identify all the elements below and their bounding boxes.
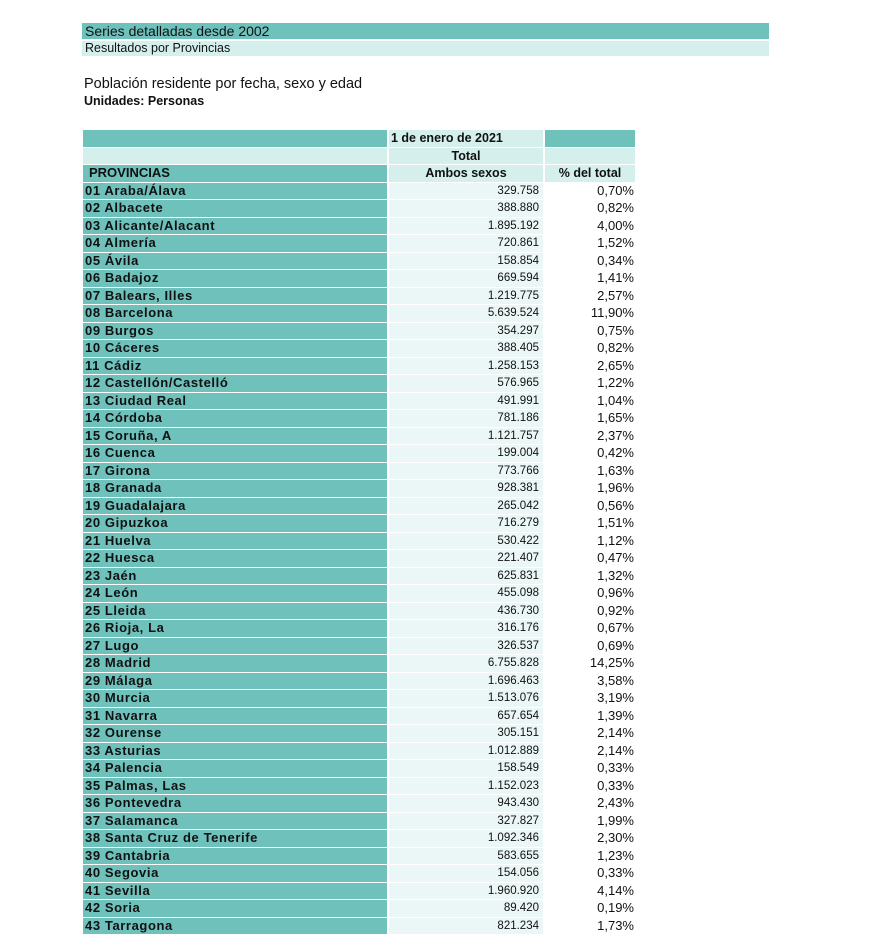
province-name: 33 Asturias: [83, 743, 387, 760]
table-row: [83, 760, 635, 777]
population-value: 1.219.775: [389, 288, 543, 305]
province-name: 04 Almería: [83, 235, 387, 252]
table-row: [83, 813, 635, 830]
table-row: [83, 445, 635, 462]
table-row: [83, 778, 635, 795]
table-row: [83, 428, 635, 445]
province-name: 30 Murcia: [83, 690, 387, 707]
province-name: 09 Burgos: [83, 323, 387, 340]
population-value: 1.152.023: [389, 778, 543, 795]
population-value: 5.639.524: [389, 305, 543, 322]
percent-value: 1,52%: [597, 235, 634, 251]
population-value: 455.098: [389, 585, 543, 602]
population-value: 329.758: [389, 183, 543, 200]
population-value: 716.279: [389, 515, 543, 532]
percent-value: 3,19%: [597, 690, 634, 706]
population-value: 1.513.076: [389, 690, 543, 707]
province-name: 29 Málaga: [83, 673, 387, 690]
percent-value: 1,12%: [597, 532, 634, 548]
province-name: 15 Coruña, A: [83, 428, 387, 445]
table-row: [83, 638, 635, 655]
province-name: 13 Ciudad Real: [83, 393, 387, 410]
percent-value: 0,19%: [597, 900, 634, 916]
percent-value: 1,39%: [597, 707, 634, 723]
table-row: [83, 620, 635, 637]
header-blank: [83, 130, 387, 147]
table-row: [83, 655, 635, 672]
table-row: [83, 305, 635, 322]
table-row: [83, 883, 635, 900]
province-name: 40 Segovia: [83, 865, 387, 882]
table-row: [83, 865, 635, 882]
table-row: [83, 410, 635, 427]
population-value: 1.960.920: [389, 883, 543, 900]
table-row: [83, 918, 635, 935]
percent-value: 0,34%: [597, 252, 634, 268]
table-row: [83, 848, 635, 865]
province-name: 16 Cuenca: [83, 445, 387, 462]
table-row: [83, 900, 635, 917]
table-row: [83, 375, 635, 392]
header-row-total: [83, 148, 635, 165]
percent-value: 14,25%: [589, 655, 634, 671]
province-name: 37 Salamanca: [83, 813, 387, 830]
column-header-both-sexes: Ambos sexos: [389, 165, 543, 182]
population-value: 199.004: [389, 445, 543, 462]
table-row: [83, 323, 635, 340]
header-row-columns: [83, 165, 635, 182]
percent-value: 0,33%: [597, 760, 634, 776]
population-value: 781.186: [389, 410, 543, 427]
percent-value: 1,63%: [597, 462, 634, 478]
population-table: [81, 129, 637, 935]
province-name: 43 Tarragona: [83, 918, 387, 935]
province-name: 12 Castellón/Castelló: [83, 375, 387, 392]
population-value: 305.151: [389, 725, 543, 742]
province-name: 34 Palencia: [83, 760, 387, 777]
table-row: [83, 515, 635, 532]
header-total: Total: [389, 148, 543, 165]
percent-value: 11,90%: [590, 305, 634, 321]
population-value: 773.766: [389, 463, 543, 480]
table-row: [83, 253, 635, 270]
province-name: 36 Pontevedra: [83, 795, 387, 812]
header-blank-pct-2: [545, 148, 635, 165]
percent-value: 2,14%: [597, 742, 634, 758]
percent-value: 0,96%: [597, 585, 634, 601]
percent-value: 0,82%: [597, 340, 634, 356]
population-value: 657.654: [389, 708, 543, 725]
percent-value: 0,82%: [597, 200, 634, 216]
province-name: 17 Girona: [83, 463, 387, 480]
population-value: 388.880: [389, 200, 543, 217]
percent-value: 0,33%: [597, 777, 634, 793]
percent-value: 0,70%: [597, 182, 634, 198]
province-name: 06 Badajoz: [83, 270, 387, 287]
table-row: [83, 183, 635, 200]
province-name: 28 Madrid: [83, 655, 387, 672]
results-subheader: Resultados por Provincias: [82, 41, 769, 56]
province-name: 20 Gipuzkoa: [83, 515, 387, 532]
percent-value: 1,23%: [597, 847, 634, 863]
series-header: Series detalladas desde 2002: [82, 23, 769, 39]
percent-value: 0,47%: [597, 550, 634, 566]
percent-value: 1,22%: [597, 375, 634, 391]
percent-value: 2,43%: [597, 795, 634, 811]
province-name: 03 Alicante/Alacant: [83, 218, 387, 235]
table-row: [83, 340, 635, 357]
column-header-provinces: PROVINCIAS: [83, 165, 387, 182]
population-value: 436.730: [389, 603, 543, 620]
percent-value: 1,65%: [597, 410, 634, 426]
population-value: 821.234: [389, 918, 543, 935]
province-name: 27 Lugo: [83, 638, 387, 655]
population-value: 583.655: [389, 848, 543, 865]
percent-value: 1,04%: [597, 392, 634, 408]
table-row: [83, 690, 635, 707]
table-row: [83, 673, 635, 690]
population-value: 354.297: [389, 323, 543, 340]
population-value: 669.594: [389, 270, 543, 287]
province-name: 11 Cádiz: [83, 358, 387, 375]
page-title: Población residente por fecha, sexo y edad: [84, 76, 363, 92]
percent-value: 0,33%: [597, 865, 634, 881]
table-row: [83, 725, 635, 742]
table-row: [83, 358, 635, 375]
province-name: 31 Navarra: [83, 708, 387, 725]
percent-value: 3,58%: [597, 672, 634, 688]
percent-value: 1,73%: [597, 917, 634, 933]
percent-value: 2,37%: [597, 427, 634, 443]
table-row: [83, 498, 635, 515]
table-row: [83, 463, 635, 480]
population-value: 154.056: [389, 865, 543, 882]
percent-value: 2,30%: [597, 830, 634, 846]
table-row: [83, 795, 635, 812]
province-name: 07 Balears, Illes: [83, 288, 387, 305]
table-row: [83, 830, 635, 847]
province-name: 22 Huesca: [83, 550, 387, 567]
table-row: [83, 533, 635, 550]
population-value: 158.854: [389, 253, 543, 270]
province-name: 42 Soria: [83, 900, 387, 917]
province-name: 18 Granada: [83, 480, 387, 497]
population-value: 388.405: [389, 340, 543, 357]
province-name: 41 Sevilla: [83, 883, 387, 900]
table-row: [83, 270, 635, 287]
table-row: [83, 288, 635, 305]
population-value: 1.258.153: [389, 358, 543, 375]
percent-value: 1,99%: [597, 812, 634, 828]
population-value: 1.012.889: [389, 743, 543, 760]
province-name: 02 Albacete: [83, 200, 387, 217]
province-name: 08 Barcelona: [83, 305, 387, 322]
table-row: [83, 708, 635, 725]
province-name: 39 Cantabria: [83, 848, 387, 865]
column-header-percent: % del total: [545, 165, 635, 182]
province-name: 32 Ourense: [83, 725, 387, 742]
percent-value: 1,41%: [597, 270, 634, 286]
population-value: 530.422: [389, 533, 543, 550]
province-name: 01 Araba/Álava: [83, 183, 387, 200]
percent-value: 1,96%: [597, 480, 634, 496]
header-row-date: [83, 130, 635, 147]
percent-value: 0,75%: [597, 322, 634, 338]
percent-value: 0,42%: [597, 445, 634, 461]
population-value: 265.042: [389, 498, 543, 515]
province-name: 10 Cáceres: [83, 340, 387, 357]
population-value: 326.537: [389, 638, 543, 655]
percent-value: 4,00%: [597, 217, 634, 233]
population-value: 1.895.192: [389, 218, 543, 235]
population-value: 943.430: [389, 795, 543, 812]
population-value: 89.420: [389, 900, 543, 917]
percent-value: 2,14%: [597, 725, 634, 741]
population-value: 6.755.828: [389, 655, 543, 672]
province-name: 21 Huelva: [83, 533, 387, 550]
province-name: 05 Ávila: [83, 253, 387, 270]
units-label: Unidades: Personas: [84, 94, 205, 108]
table-row: [83, 218, 635, 235]
province-name: 26 Rioja, La: [83, 620, 387, 637]
population-value: 491.991: [389, 393, 543, 410]
percent-value: 2,57%: [597, 287, 634, 303]
table-row: [83, 585, 635, 602]
table-row: [83, 480, 635, 497]
header-date: 1 de enero de 2021: [389, 130, 543, 147]
table-row: [83, 603, 635, 620]
table-row: [83, 200, 635, 217]
province-name: 14 Córdoba: [83, 410, 387, 427]
table-row: [83, 550, 635, 567]
province-name: 35 Palmas, Las: [83, 778, 387, 795]
percent-value: 1,51%: [597, 515, 634, 531]
population-value: 221.407: [389, 550, 543, 567]
population-value: 1.092.346: [389, 830, 543, 847]
percent-value: 0,92%: [597, 602, 634, 618]
percent-value: 4,14%: [597, 882, 634, 898]
percent-value: 2,65%: [597, 357, 634, 373]
population-value: 1.121.757: [389, 428, 543, 445]
percent-value: 0,56%: [597, 497, 634, 513]
population-value: 720.861: [389, 235, 543, 252]
table-row: [83, 743, 635, 760]
header-blank-2: [83, 148, 387, 165]
percent-value: 0,69%: [597, 637, 634, 653]
province-name: 19 Guadalajara: [83, 498, 387, 515]
population-value: 1.696.463: [389, 673, 543, 690]
population-value: 625.831: [389, 568, 543, 585]
province-name: 25 Lleida: [83, 603, 387, 620]
province-name: 23 Jaén: [83, 568, 387, 585]
percent-value: 0,67%: [597, 620, 634, 636]
population-value: 327.827: [389, 813, 543, 830]
population-value: 316.176: [389, 620, 543, 637]
population-value: 158.549: [389, 760, 543, 777]
table-row: [83, 235, 635, 252]
header-blank-pct: [545, 130, 635, 147]
province-name: 38 Santa Cruz de Tenerife: [83, 830, 387, 847]
table-row: [83, 393, 635, 410]
province-name: 24 León: [83, 585, 387, 602]
population-value: 928.381: [389, 480, 543, 497]
percent-value: 1,32%: [597, 567, 634, 583]
population-value: 576.965: [389, 375, 543, 392]
table-row: [83, 568, 635, 585]
